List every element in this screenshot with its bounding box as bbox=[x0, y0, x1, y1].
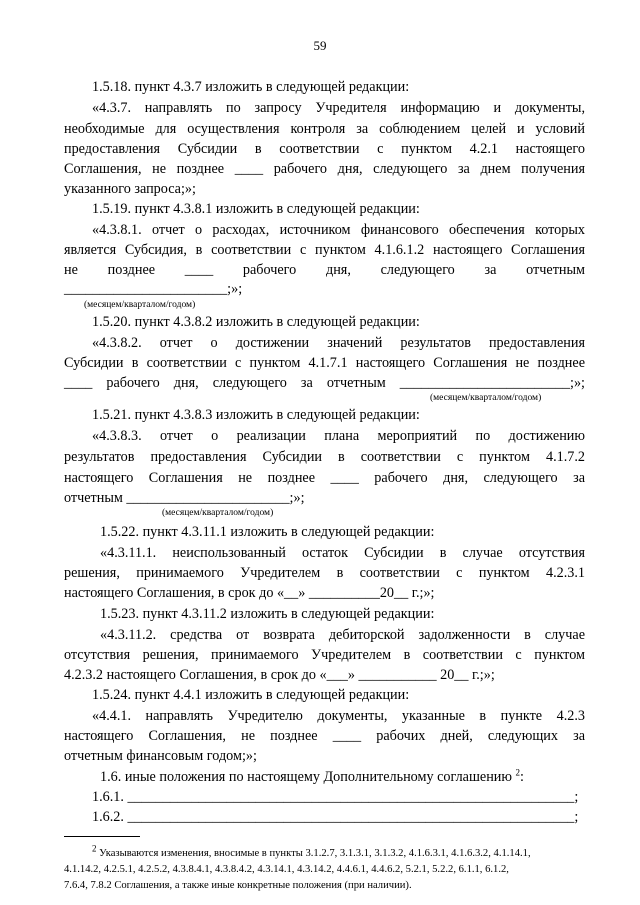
quote-4-3-8-1-line-4: _______________________;»; bbox=[64, 281, 243, 297]
quote-4-3-11-1-line-1: «4.3.11.1. неиспользованный остаток Субсидии в случае отсутствия bbox=[100, 545, 585, 561]
quote-4-3-11-1-line-3: настоящего Соглашения, в срок до «__» __________20__ г.;»; bbox=[64, 585, 435, 601]
footnote-ref: 2 bbox=[515, 767, 521, 778]
paragraph-1-6 bbox=[100, 768, 524, 786]
paragraph-1-5-24: 1.5.24. пункт 4.4.1 изложить в следующей редакции: bbox=[92, 687, 410, 703]
item-1-6-2: 1.6.2. _______________________________________________________________; bbox=[92, 809, 579, 825]
quote-4-3-11-1-line-2: решения, принимаемого Учредителем в соответствии с пунктом 4.2.3.1 bbox=[64, 565, 585, 581]
quote-4-3-8-2-line-1: «4.3.8.2. отчет о достижении значений результатов предоставления bbox=[92, 335, 585, 351]
paragraph-1-5-19: 1.5.19. пункт 4.3.8.1 изложить в следующей редакции: bbox=[92, 201, 420, 217]
quote-4-3-11-2-line-3: 4.2.3.2 настоящего Соглашения, в срок до «___» ___________ 20__ г.;»; bbox=[64, 667, 495, 683]
quote-4-3-7-line-3: предоставления Субсидии в соответствии с пунктом 4.2.1 настоящего bbox=[64, 141, 585, 157]
period-hint: (месяцем/кварталом/годом) bbox=[162, 508, 274, 518]
quote-4-4-1-line-2: настоящего Соглашения, не позднее ____ рабочих дней, следующих за bbox=[64, 728, 585, 744]
quote-4-3-8-2-line-3: ____ рабочего дня, следующего за отчетным ________________________;»; bbox=[64, 375, 585, 391]
quote-4-4-1-line-3: отчетным финансовым годом;»; bbox=[64, 748, 257, 764]
quote-4-3-8-1-line-2: является Субсидия, в соответствии с пунктом 4.1.6.1.2 настоящего Соглашения bbox=[64, 242, 585, 258]
quote-4-3-8-3-line-3: настоящего Соглашения не позднее ____ рабочего дня, следующего за bbox=[64, 470, 585, 486]
quote-4-3-11-2-line-2: отсутствия решения, принимаемого Учредителем в соответствии с пунктом bbox=[64, 647, 585, 663]
paragraph-1-6-colon: : bbox=[520, 769, 524, 785]
period-hint: (месяцем/кварталом/годом) bbox=[430, 393, 542, 403]
period-hint: (месяцем/кварталом/годом) bbox=[84, 300, 196, 310]
quote-4-3-8-3-line-4: отчетным _______________________;»; bbox=[64, 490, 305, 506]
page-number: 59 bbox=[313, 38, 327, 53]
footnote-line-2: 4.1.14.2, 4.2.5.1, 4.2.5.2, 4.3.8.4.1, 4.3.8.4.2, 4.3.14.1, 4.3.14.2, 4.4.6.1, 4.4.6.2, 5.2.1, 5.2.2, 6.1.1, 6.1.2, bbox=[64, 864, 509, 875]
quote-4-3-8-1-line-1: «4.3.8.1. отчет о расходах, источником финансового обеспечения которых bbox=[92, 222, 585, 238]
quote-4-3-7-line-2: необходимые для осуществления контроля за соблюдением целей и условий bbox=[64, 121, 585, 137]
paragraph-1-5-22: 1.5.22. пункт 4.3.11.1 изложить в следующей редакции: bbox=[100, 524, 435, 540]
paragraph-1-5-18: 1.5.18. пункт 4.3.7 изложить в следующей редакции: bbox=[92, 79, 410, 95]
quote-4-3-8-2-line-2: Субсидии в соответствии с пунктом 4.1.7.1 настоящего Соглашения не позднее bbox=[64, 355, 585, 371]
paragraph-1-5-21: 1.5.21. пункт 4.3.8.3 изложить в следующей редакции: bbox=[92, 407, 420, 423]
footnote-mark: 2 bbox=[92, 843, 97, 854]
quote-4-3-7-line-5: указанного запроса;»; bbox=[64, 181, 196, 197]
quote-4-3-7-line-4: Соглашения, не позднее ____ рабочего дня, следующего за днем получения bbox=[64, 161, 585, 177]
footnote-separator bbox=[64, 836, 140, 837]
footnote-line-1 bbox=[92, 843, 531, 862]
paragraph-1-5-23: 1.5.23. пункт 4.3.11.2 изложить в следующей редакции: bbox=[100, 606, 435, 622]
footnote-text: Указываются изменения, вносимые в пункты 3.1.2.7, 3.1.3.1, 3.1.3.2, 4.1.6.3.1, 4.1.6.3.2, 4.1.14.1, bbox=[96, 848, 531, 859]
quote-4-3-7-line-1: «4.3.7. направлять по запросу Учредителя информацию и документы, bbox=[92, 100, 585, 116]
quote-4-3-8-3-line-1: «4.3.8.3. отчет о реализации плана мероприятий по достижению bbox=[92, 428, 585, 444]
paragraph-1-6-text: 1.6. иные положения по настоящему Дополнительному соглашению bbox=[100, 769, 512, 785]
quote-4-3-8-3-line-2: результатов предоставления Субсидии в соответствии с пунктом 4.1.7.2 bbox=[64, 449, 585, 465]
quote-4-3-8-1-line-3: не позднее ____ рабочего дня, следующего за отчетным bbox=[64, 262, 585, 278]
item-1-6-1: 1.6.1. _______________________________________________________________; bbox=[92, 789, 579, 805]
paragraph-1-5-20: 1.5.20. пункт 4.3.8.2 изложить в следующей редакции: bbox=[92, 314, 420, 330]
quote-4-4-1-line-1: «4.4.1. направлять Учредителю документы, указанные в пункте 4.2.3 bbox=[92, 708, 585, 724]
footnote-line-3: 7.6.4, 7.8.2 Соглашения, а также иные конкретные положения (при наличии). bbox=[64, 880, 412, 891]
quote-4-3-11-2-line-1: «4.3.11.2. средства от возврата дебиторской задолженности в случае bbox=[100, 627, 585, 643]
